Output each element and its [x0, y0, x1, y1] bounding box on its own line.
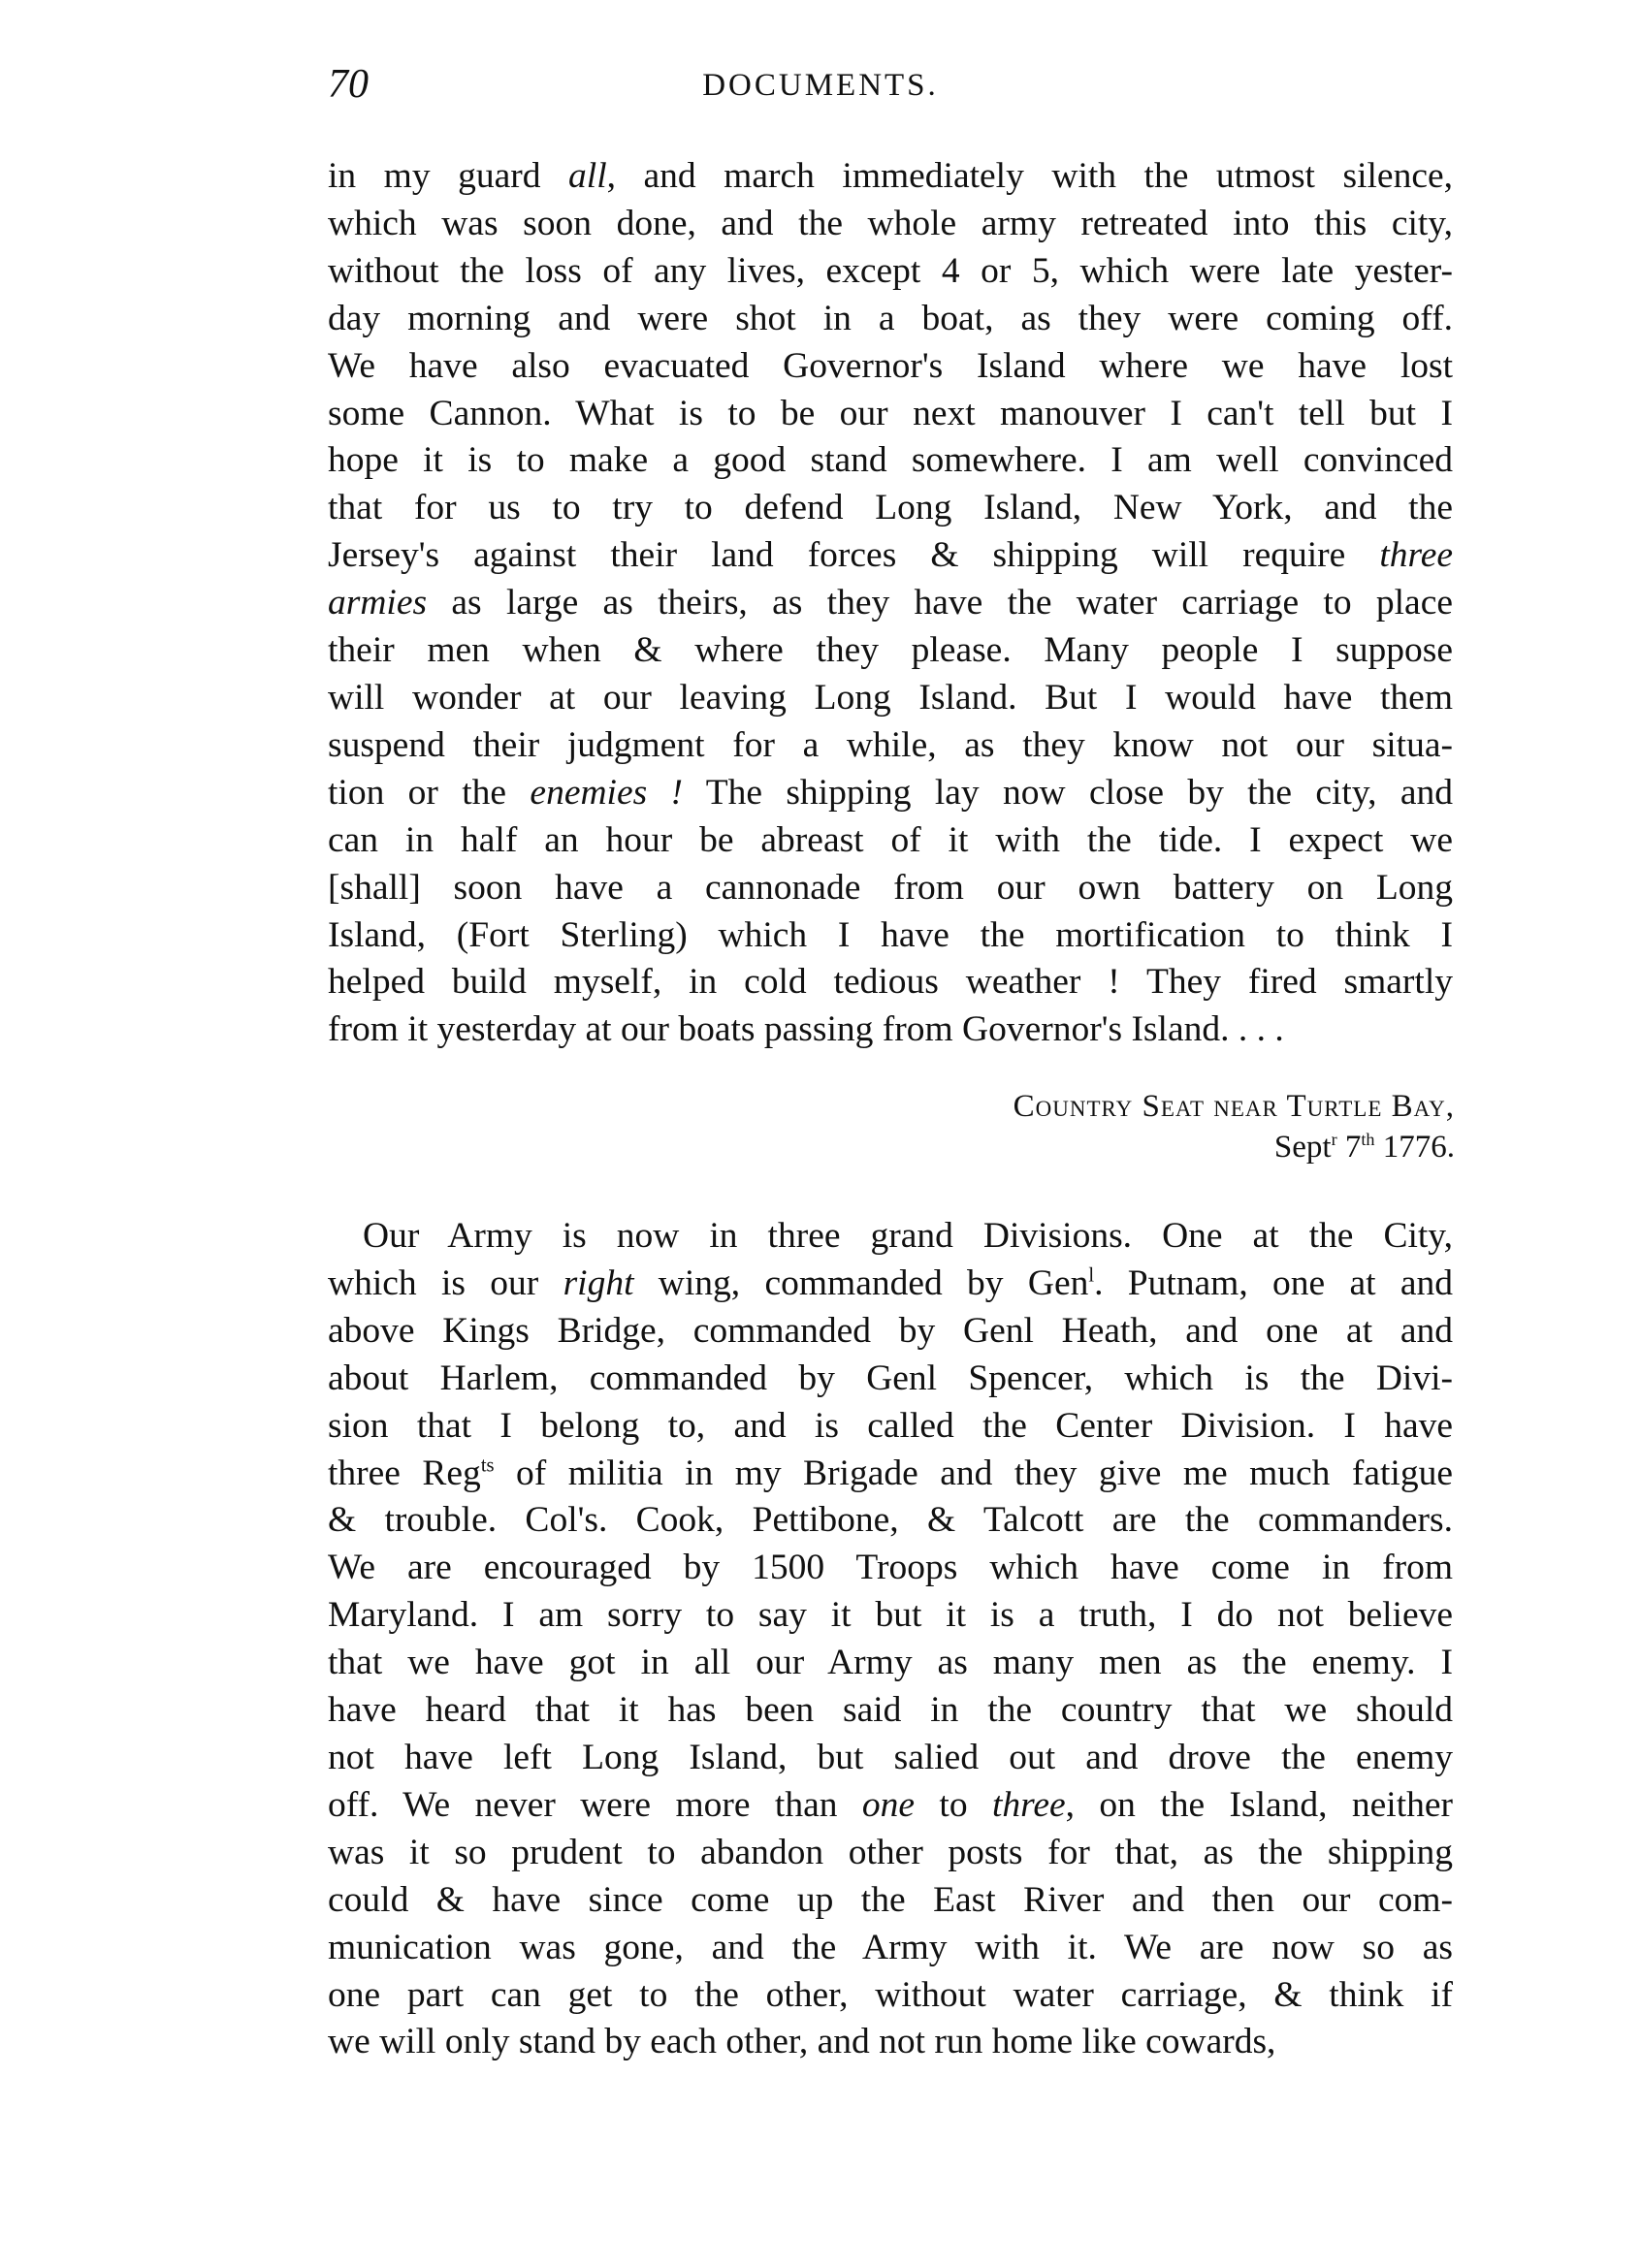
running-head: DOCUMENTS. — [702, 68, 939, 103]
text-run: three Reg — [328, 1453, 481, 1493]
text-line — [328, 296, 1453, 343]
text-run: that we have got in all our Army as many men as the enemy. I — [328, 1643, 1453, 1683]
text-line — [328, 1687, 1453, 1735]
text-line — [328, 437, 1453, 485]
text-line — [328, 1006, 1453, 1054]
text-run: We have also evacuated Governor's Island where we have lost — [328, 345, 1453, 386]
text-run: , and march immediately with the utmost silence, — [606, 156, 1453, 196]
text-run: from it yesterday at our boats passing from Governor's Island. . . . — [328, 1009, 1284, 1050]
text-run: day morning and were shot in a boat, as they were coming off. — [328, 298, 1453, 338]
text-run: to — [915, 1784, 992, 1825]
text-run: sion that I belong to, and is called the Center Division. I have — [328, 1405, 1453, 1446]
dateline-date — [1014, 1127, 1455, 1167]
italic-run: armies — [328, 583, 428, 623]
text-run: wing, commanded by Gen — [633, 1262, 1089, 1303]
text-line — [328, 485, 1453, 532]
text-line — [328, 1972, 1453, 2020]
text-line — [328, 817, 1453, 865]
text-run: as large as theirs, as they have the water carriage to place — [427, 583, 1453, 623]
text-run: Jersey's against their land forces & shipping will require — [328, 535, 1380, 576]
text-line — [328, 1356, 1453, 1403]
text-line — [328, 1451, 1453, 1498]
text-run: which was soon done, and the whole army retreated into this city, — [328, 203, 1453, 243]
text-line — [328, 1261, 1453, 1308]
text-run: We are encouraged by 1500 Troops which have come in from — [328, 1548, 1453, 1588]
dateline-day-superscript: th — [1361, 1130, 1375, 1149]
text-run: suspend their judgment for a while, as they know not our situa- — [328, 724, 1453, 765]
text-line — [328, 532, 1453, 580]
text-line — [328, 1545, 1453, 1592]
dateline-month-superscript: r — [1331, 1130, 1337, 1149]
text-run: could & have since come up the East River and then our com- — [328, 1879, 1453, 1920]
text-line — [328, 343, 1453, 391]
text-run: Maryland. I am sorry to say it but it is a truth, I do not believe — [328, 1595, 1453, 1636]
italic-run: one — [861, 1784, 916, 1825]
dateline — [1014, 1086, 1455, 1167]
text-run: without the loss of any lives, except 4 or 5, which were late yester- — [328, 250, 1453, 291]
text-run: about Harlem, commanded by Genl Spencer, which is the Divi- — [328, 1358, 1453, 1398]
dateline-place: Country Seat near Turtle Bay, — [1013, 1089, 1455, 1124]
text-line — [328, 580, 1453, 627]
dateline-day: 7 — [1336, 1130, 1362, 1165]
text-run: their men when & where they please. Many people I suppose — [328, 630, 1453, 671]
superscript-run: ts — [480, 1454, 495, 1477]
text-run: helped build myself, in cold tedious weather ! They fired smartly — [328, 962, 1453, 1003]
text-run: that for us to try to defend Long Island, New York, and the — [328, 488, 1453, 528]
text-run: above Kings Bridge, commanded by Genl Heath, and one at and — [328, 1310, 1453, 1351]
text-run: we will only stand by each other, and not run home like cowards, — [328, 2022, 1276, 2062]
page-number: 70 — [328, 62, 369, 107]
text-line — [328, 627, 1453, 675]
text-line — [328, 248, 1453, 296]
text-run: [shall] soon have a cannonade from our own battery on Long — [328, 867, 1453, 908]
superscript-run: l — [1088, 1264, 1095, 1287]
text-line — [328, 391, 1453, 438]
italic-run: enemies ! — [530, 772, 684, 813]
text-line — [328, 1925, 1453, 1972]
text-run: which is our — [328, 1262, 563, 1303]
italic-run: three — [991, 1784, 1066, 1825]
text-run: tion or the — [328, 772, 531, 813]
text-run: have heard that it has been said in the country that we should — [328, 1690, 1453, 1731]
text-line — [328, 1735, 1453, 1782]
text-line — [328, 959, 1453, 1006]
letter-paragraph-2 — [328, 1213, 1453, 2066]
text-run: can in half an hour be abreast of it with the tide. I expect we — [328, 819, 1453, 860]
text-run: The shipping lay now close by the city, and — [683, 772, 1453, 813]
letter-paragraph-1 — [328, 153, 1453, 1054]
text-line — [328, 912, 1453, 960]
text-line — [328, 1592, 1453, 1640]
text-run: some Cannon. What is to be our next manouver I can't tell but I — [328, 393, 1453, 433]
text-run: hope it is to make a good stand somewhere. I am well convinced — [328, 440, 1453, 481]
text-line — [328, 2019, 1453, 2066]
text-run: . Putnam, one at and — [1094, 1262, 1453, 1303]
text-line — [328, 153, 1453, 201]
text-run: one part can get to the other, without water carriage, & think if — [328, 1974, 1453, 2015]
text-run: of militia in my Brigade and they give me much fatigue — [494, 1453, 1453, 1493]
text-line — [328, 865, 1453, 912]
text-line — [328, 1497, 1453, 1545]
text-line — [328, 1403, 1453, 1451]
text-line — [328, 1877, 1453, 1925]
text-run: in my guard — [328, 156, 569, 196]
text-line — [328, 722, 1453, 770]
dateline-month: Sept — [1273, 1130, 1332, 1165]
text-line — [328, 770, 1453, 817]
italic-run: all — [568, 156, 607, 196]
text-line — [328, 1213, 1453, 1261]
text-run: was it so prudent to abandon other posts for that, as the shipping — [328, 1832, 1453, 1872]
text-run: , on the Island, neither — [1065, 1784, 1454, 1825]
text-run: Island, (Fort Sterling) which I have the mortification to think I — [328, 914, 1453, 955]
text-line — [328, 1640, 1453, 1687]
text-run: not have left Long Island, but salied out and drove the enemy — [328, 1737, 1453, 1777]
text-run: & trouble. Col's. Cook, Pettibone, & Talcott are the commanders. — [328, 1500, 1453, 1541]
text-run: munication was gone, and the Army with it. We are now so as — [328, 1927, 1453, 1967]
text-line — [328, 1782, 1453, 1830]
text-run: will wonder at our leaving Long Island. But I would have them — [328, 677, 1453, 718]
italic-run: three — [1379, 535, 1453, 576]
dateline-year: 1776. — [1374, 1130, 1455, 1165]
text-run: off. We never were more than — [328, 1784, 862, 1825]
italic-run: right — [563, 1262, 634, 1303]
text-run: Our Army is now in three grand Divisions. One at the City, — [363, 1216, 1453, 1256]
text-line — [328, 201, 1453, 248]
text-line — [328, 1308, 1453, 1356]
text-line — [328, 675, 1453, 722]
text-line — [328, 1830, 1453, 1877]
